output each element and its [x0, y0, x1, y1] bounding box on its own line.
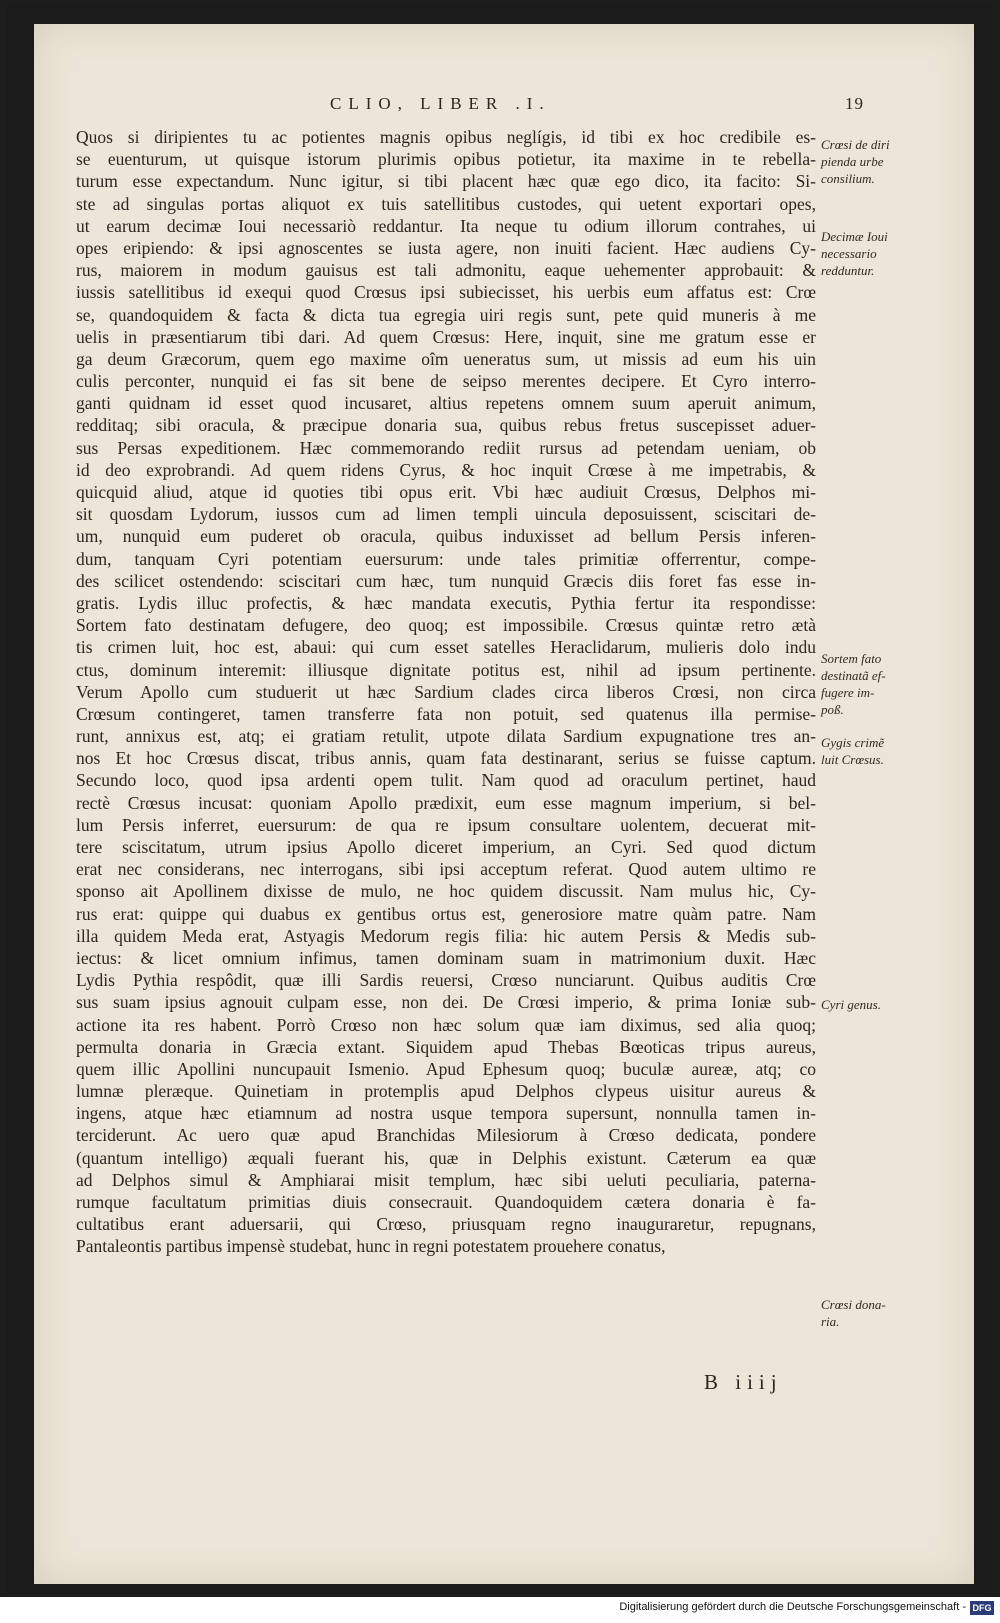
text-line: se euenturum, ut quisque istorum plurimis opibus potietur, ita maxime in te rebella-	[76, 149, 816, 170]
margin-note-line: Crœsi de diri	[821, 137, 890, 152]
margin-note-line: necessario	[821, 246, 877, 261]
text-line: permulta donaria in Græcia extant. Siquidem apud Thebas Bœoticas tripus aureus,	[76, 1036, 816, 1057]
text-line: gratis. Lydis illuc profectis, & hæc mandata executis, Pythia fertur ita respondisse:	[76, 592, 816, 613]
margin-note-line: redduntur.	[821, 263, 875, 278]
book-page	[34, 24, 974, 1584]
text-line: dum, tanquam Cyri potentiam euersurum: unde tales primitiæ offerrentur, compe-	[76, 548, 816, 569]
text-line: ut earum decimæ Ioui necessariò reddantur. Ita neque tu odium illorum contrahes, ui	[76, 215, 816, 236]
margin-note	[821, 136, 931, 187]
dfg-logo-icon: DFG	[970, 1601, 994, 1615]
margin-note-line: luit Crœsus.	[821, 752, 884, 767]
margin-note-line: destinatã ef-	[821, 668, 886, 683]
text-line: (quantum intelligo) æquali fuerant his, quæ in Delphis existunt. Cæterum ea quæ	[76, 1147, 816, 1168]
margin-note-line: pienda urbe	[821, 154, 884, 169]
margin-note-line: Cyri genus.	[821, 997, 881, 1012]
text-line: illa quidem Meda erat, Astyagis Medorum regis filia: hic autem Persis & Medis sub-	[76, 925, 816, 946]
text-line: Quos si diripientes tu ac potientes magnis opibus neglígis, id tibi ex hoc credibile es-	[76, 127, 816, 147]
margin-note	[821, 734, 931, 768]
text-line: Pantaleontis partibus impensè studebat, hunc in regni potestatem prouehere conatus,	[76, 1236, 666, 1257]
text-line: actione ita res habent. Porrò Crœso non hæc solum quæ iam diximus, sed alia quoq;	[76, 1014, 816, 1035]
text-line: nos Et hoc Crœsus discat, tribus annis, quam fata destinarant, serius se fuisse captum.	[76, 748, 816, 769]
text-line: rus, maiorem in modum gauisus est tali admonitu, eaque uehementer approbauit: &	[76, 260, 816, 281]
text-line: culis perconter, nunquid ei fas sit bene de seipso merentes decipere. Et Cyro interro-	[76, 371, 816, 392]
margin-note	[821, 650, 931, 718]
page-number: 19	[845, 94, 864, 113]
text-line: Secundo loco, quod ipsa ardenti opem tulit. Nam quod ad oraculum pertinet, haud	[76, 770, 816, 791]
text-line: iectus: & licet omnium infimus, tamen dominam suam in matrimonium duxit. Hæc	[76, 947, 816, 968]
text-line: sus suam ipsius agnouit culpam esse, non dei. De Crœsi imperio, & prima Ioniæ sub-	[76, 992, 816, 1013]
margin-note-line: fugere im-	[821, 685, 875, 700]
text-line: runt, annixus est, atq; ei gratiam retulit, utpote dilata Sardium expugnatione tres an-	[76, 726, 816, 747]
main-text-block	[76, 126, 816, 1258]
text-line: Sortem fato destinatam defugere, deo quoq; est impossibile. Crœsus quintæ retro ætà	[76, 615, 816, 636]
text-line: lumnæ pleræque. Quinetiam in protemplis apud Delphos clypeus uisitur aureus &	[76, 1081, 816, 1102]
text-line: quem illic Apollini nuncupauit Ismenio. Apud Ephesum quoq; buculæ aureæ, atq; co	[76, 1058, 816, 1079]
margin-note-line: poß.	[821, 702, 844, 717]
text-line: terciderunt. Ac uero quæ apud Branchidas Milesiorum à Crœso dedicata, pondere	[76, 1125, 816, 1146]
margin-note	[821, 996, 931, 1013]
margin-note-line: ria.	[821, 1314, 840, 1329]
text-line: erat nec considerans, nec interrogans, sibi ipsi acceptum referat. Quod autem ultimo re	[76, 859, 816, 880]
text-line: Crœsum contingeret, tamen transferre fata non potuit, sed quatenus illa permise-	[76, 703, 816, 724]
text-line: ga deum Græcorum, quem ego maxime oîm ueneratus sum, ut missis ad eum his uin	[76, 348, 816, 369]
text-line: se, quandoquidem & facta & dicta tua egregia uiri regis sunt, pete quid muneris à me	[76, 304, 816, 325]
page-header	[104, 94, 864, 118]
text-line: um, nunquid eum puderet ob oracula, quibus induxisset ad bellum Persis inferen-	[76, 526, 816, 547]
text-line: Verum Apollo cum studuerit ut hæc Sardium clades circa liberos Crœsi, non circa	[76, 681, 816, 702]
text-line: ad Delphos simul & Amphiarai misit templum, hæc sibi ueluti peculiaria, paterna-	[76, 1169, 816, 1190]
running-title: CLIO, LIBER .I.	[330, 94, 551, 113]
text-line: tis crimen luit, hoc est, abaui: qui cum esset satelles Heraclidarum, mulieris dolo indu	[76, 637, 816, 658]
margin-note-line: Decimæ Ioui	[821, 229, 888, 244]
margin-note-line: Crœsi dona-	[821, 1297, 886, 1312]
margin-note	[821, 1296, 931, 1330]
text-line: opes eripiendo: & ipsi agnoscentes se iusta agere, non inuiti facient. Hæc audiens Cy-	[76, 237, 816, 258]
text-line: sit quosdam Lydorum, iussos cum ad limen templi uincula deposuissent, sciscitari de-	[76, 504, 816, 525]
text-line: turum esse expectandum. Nunc igitur, si tibi placent hæc quæ ego dico, ita facito: Si-	[76, 171, 816, 192]
margin-note-line: consilium.	[821, 171, 875, 186]
text-line: lum Persis inferret, euersurum: de qua re ipsum consultare uolentem, decuerat mit-	[76, 814, 816, 835]
text-line: cultatibus erant aduersarii, qui Crœso, priusquam regno inauguraretur, repugnans,	[76, 1214, 816, 1235]
signature-mark: B iiij	[704, 1370, 783, 1394]
text-line: rumque facultatum primitias diuis consecrauit. Quandoquidem cætera donaria è fa-	[76, 1192, 816, 1212]
margin-note-line: Gygis crimẽ	[821, 735, 885, 750]
scan-frame	[6, 4, 991, 1594]
text-line: Lydis Pythia respôdit, quæ illi Sardis reuersi, Crœso nunciarunt. Quibus auditis Crœ	[76, 970, 816, 991]
text-line: rectè Crœsus incusat: quoniam Apollo prædixit, eum esse magnum imperium, si bel-	[76, 792, 816, 813]
text-line: ganti quidnam id esset quod incusaret, altius repetens omnem suum aperuit animum,	[76, 393, 816, 414]
text-line: ingens, atque hæc etiamnum ad nostra usque tempora supersunt, nonnulla tamen in-	[76, 1103, 816, 1124]
footer-bar	[0, 1597, 1000, 1623]
margin-note	[821, 228, 931, 279]
text-line: ctus, dominum interemit: illiusque dignitate potitus est, nihil ad ipsum pertinente.	[76, 659, 816, 680]
text-line: rus erat: quippe qui duabus ex gentibus ortus est, generosiore matre quàm patre. Nam	[76, 903, 816, 924]
text-line: quicquid aliud, atque id quoties tibi opus erit. Vbi hæc audiuit Crœsus, Delphos mi-	[76, 482, 816, 502]
text-line: des scilicet ostendendo: sciscitari cum hæc, tum nunquid Græcis diis foret fas esse in-	[76, 570, 816, 591]
funding-credit: Digitalisierung gefördert durch die Deutsche Forschungsgemeinschaft -	[619, 1601, 966, 1613]
text-line: iussis satellitibus id exequi quod Crœsus ipsi subiecisset, his uerbis eum affatus est: Crœ	[76, 282, 816, 303]
margin-note-line: Sortem fato	[821, 651, 882, 666]
text-line: sponso ait Apollinem dixisse de mulo, ne hoc quidem discussit. Nam mulus hic, Cy-	[76, 881, 816, 902]
text-line: tere sciscitatum, utrum ipsius Apollo diceret imperium, an Cyri. Sed quod dictum	[76, 837, 816, 857]
text-line: id deo exprobrandi. Ad quem ridens Cyrus, & hoc inquit Crœse à me impetrabis, &	[76, 459, 816, 480]
text-line: uelis in præsentiarum tibi dari. Ad quem Crœsus: Here, inquit, sine me gratum esse er	[76, 326, 816, 347]
text-line: redditaq; sibi oracula, & præcipue donaria sua, quibus rebus fretus suscepisset aduer-	[76, 415, 816, 436]
text-line: sus Persas expeditionem. Hæc commemorando rediit rursus ad petendam ueniam, ob	[76, 437, 816, 458]
text-line: ste ad singulas portas aliquot ex tuis satellitibus custodes, qui uetent exportari opes,	[76, 193, 816, 214]
